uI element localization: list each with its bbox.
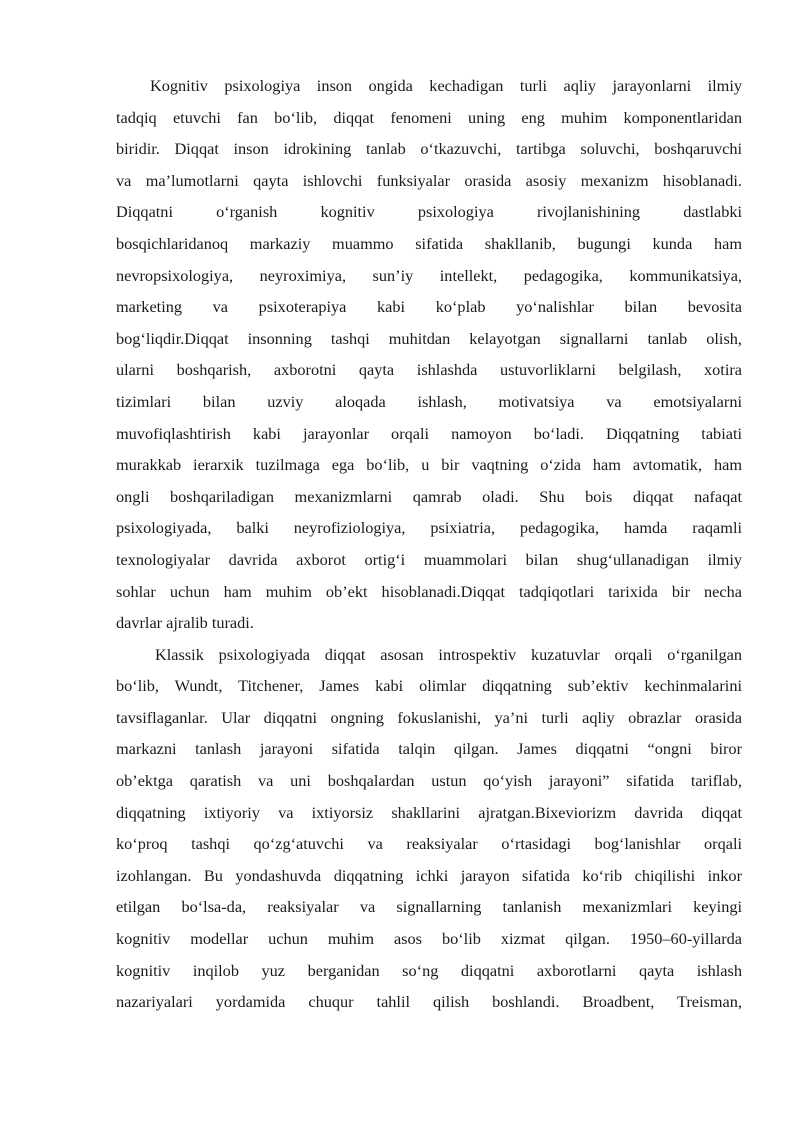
paragraph-line: ularni boshqarish, axborotni qayta ishlashda ustuvorliklarni belgilash, xotira — [116, 360, 742, 380]
paragraph-line: nazariyalari yordamida chuqur tahlil qilish boshlandi. Broadbent, Treisman, — [116, 992, 742, 1012]
paragraph-line: markazni tanlash jarayoni sifatida talqin qilgan. James diqqatni “ongni biror — [116, 739, 742, 759]
paragraph-line: ko‘proq tashqi qo‘zg‘atuvchi va reaksiyalar o‘rtasidagi bog‘lanishlar orqali — [116, 834, 742, 854]
paragraph-line: biridir. Diqqat inson idrokining tanlab o‘tkazuvchi, tartibga soluvchi, boshqaruvchi — [116, 139, 742, 159]
paragraph-line: etilgan bo‘lsa-da, reaksiyalar va signallarning tanlanish mexanizmlari keyingi — [116, 897, 742, 917]
paragraph-line: psixologiyada, balki neyrofiziologiya, psixiatria, pedagogika, hamda raqamli — [116, 518, 742, 538]
paragraph-line: nevropsixologiya, neyroximiya, sun’iy intellekt, pedagogika, kommunikatsiya, — [116, 265, 742, 285]
paragraph-line: kognitiv modellar uchun muhim asos bo‘lib xizmat qilgan. 1950–60-yillarda — [116, 929, 742, 949]
paragraph-line: va ma’lumotlarni qayta ishlovchi funksiyalar orasida asosiy mexanizm hisoblanadi. — [116, 170, 742, 190]
paragraph-line: muvofiqlashtirish kabi jarayonlar orqali namoyon bo‘ladi. Diqqatning tabiati — [116, 423, 742, 443]
paragraph-line: murakkab ierarxik tuzilmaga ega bo‘lib, u bir vaqtning o‘zida ham avtomatik, ham — [116, 455, 742, 475]
paragraph-line: bo‘lib, Wundt, Titchener, James kabi olimlar diqqatning sub’ektiv kechinmalarini — [116, 676, 742, 696]
paragraph-line: Diqqatni o‘rganish kognitiv psixologiya rivojlanishining dastlabki — [116, 202, 742, 222]
paragraph-line: kognitiv inqilob yuz berganidan so‘ng diqqatni axborotlarni qayta ishlash — [116, 960, 742, 980]
paragraph-2 — [116, 639, 742, 1018]
paragraph-line: tadqiq etuvchi fan bo‘lib, diqqat fenomeni uning eng muhim komponentlaridan — [116, 107, 742, 127]
paragraph-line: ongli boshqariladigan mexanizmlarni qamrab oladi. Shu bois diqqat nafaqat — [116, 486, 742, 506]
paragraph-line: texnologiyalar davrida axborot ortig‘i muammolari bilan shug‘ullanadigan ilmiy — [116, 549, 742, 569]
paragraph-line: tizimlari bilan uzviy aloqada ishlash, motivatsiya va emotsiyalarni — [116, 391, 742, 411]
paragraph-line: izohlangan. Bu yondashuvda diqqatning ichki jarayon sifatida ko‘rib chiqilishi inkor — [116, 865, 742, 885]
paragraph-line: sohlar uchun ham muhim ob’ekt hisoblanadi.Diqqat tadqiqotlari tarixida bir necha — [116, 581, 742, 601]
paragraph-line: Klassik psixologiyada diqqat asosan introspektiv kuzatuvlar orqali o‘rganilgan — [155, 644, 742, 664]
paragraph-line: Kognitiv psixologiya inson ongida kechadigan turli aqliy jarayonlarni ilmiy — [150, 76, 742, 95]
paragraph-line: diqqatning ixtiyoriy va ixtiyorsiz shakllarini ajratgan.Bixeviorizm davrida diqqat — [116, 802, 742, 822]
body-text — [116, 70, 742, 1018]
paragraph-line: marketing va psixoterapiya kabi ko‘plab yo‘nalishlar bilan bevosita — [116, 297, 742, 317]
paragraph-line: ob’ektga qaratish va uni boshqalardan ustun qo‘yish jarayoni” sifatida tariflab, — [116, 771, 742, 791]
paragraph-1 — [116, 70, 742, 639]
paragraph-line: bog‘liqdir.Diqqat insonning tashqi muhitdan kelayotgan signallarni tanlab olish, — [116, 328, 742, 348]
paragraph-line: tavsiflaganlar. Ular diqqatni ongning fokuslanishi, ya’ni turli aqliy obrazlar orasida — [116, 707, 742, 727]
paragraph-line: davrlar ajralib turadi. — [116, 613, 254, 633]
paragraph-line: bosqichlaridanoq markaziy muammo sifatida shakllanib, bugungi kunda ham — [116, 233, 742, 253]
